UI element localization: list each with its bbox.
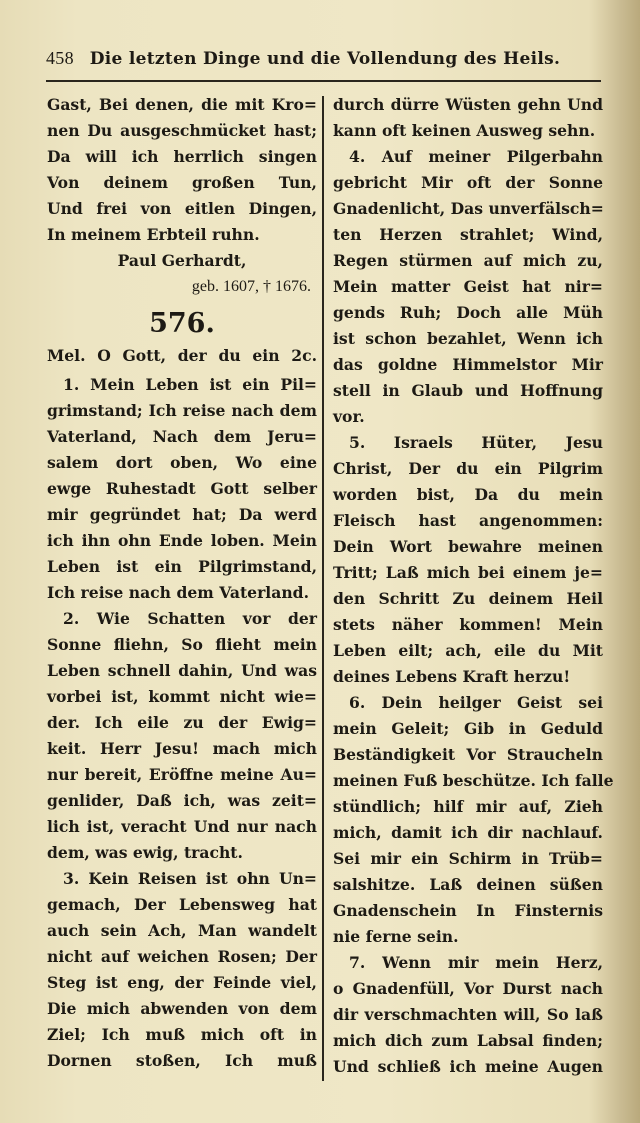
verse-start-line: 7. Wenn mir mein Herz, [349, 953, 603, 972]
text-line: stets näher kommen! Mein [333, 615, 603, 634]
text-line: vor. [333, 407, 365, 426]
text-line: salshitze. Laß deinen süßen [333, 875, 603, 894]
text-line: lich ist, veracht Und nur nach [47, 817, 317, 836]
hymn-number: 576. [149, 308, 215, 339]
author-dates: geb. 1607, † 1676. [191, 278, 311, 295]
text-line: das goldne Himmelstor Mir [333, 355, 603, 374]
text-line: In meinem Erbteil ruhn. [47, 225, 260, 244]
text-line: deines Lebens Kraft herzu! [333, 667, 571, 686]
text-line: Steg ist eng, der Feinde viel, [47, 973, 317, 992]
text-line: Vaterland, Nach dem Jeru= [47, 427, 317, 446]
author-attribution: Paul Gerhardt, [117, 251, 247, 270]
text-line: Beständigkeit Vor Straucheln [333, 745, 603, 764]
text-line: mich dich zum Labsal finden; [333, 1031, 603, 1050]
text-line: mir gegründet hat; Da werd [47, 505, 317, 524]
text-line: nicht auf weichen Rosen; Der [47, 947, 317, 966]
verse-start-line: 6. Dein heilger Geist sei [349, 693, 603, 712]
text-line: Von deinem großen Tun, [47, 173, 317, 192]
text-line: gebricht Mir oft der Sonne [333, 173, 603, 192]
text-line: der. Ich eile zu der Ewig= [47, 713, 317, 732]
text-line: Ziel; Ich muß mich oft in [47, 1025, 317, 1044]
text-line: kann oft keinen Ausweg sehn. [333, 121, 596, 140]
melody-line: Mel. O Gott, der du ein 2c. [47, 346, 317, 365]
text-line: Fleisch hast angenommen: [333, 511, 603, 530]
text-line: Und schließ ich meine Augen [333, 1057, 603, 1076]
running-header [46, 48, 606, 74]
text-line: nie ferne sein. [333, 927, 459, 946]
text-line: Sonne fliehn, So flieht mein [47, 635, 317, 654]
text-line: o Gnadenfüll, Vor Durst nach [333, 979, 603, 998]
text-line: Regen stürmen auf mich zu, [333, 251, 603, 270]
text-line: Leben eilt; ach, eile du Mit [333, 641, 603, 660]
text-line: salem dort oben, Wo eine [47, 453, 317, 472]
verse-start-line: 5. Israels Hüter, Jesu [349, 433, 603, 452]
text-line: Gnadenschein In Finsternis [333, 901, 603, 920]
text-line: durch dürre Wüsten gehn Und [333, 95, 603, 114]
running-title: Die letzten Dinge und die Vollendung des Heils. [89, 49, 561, 69]
text-line: worden bist, Da du mein [333, 485, 603, 504]
text-line: keit. Herr Jesu! mach mich [47, 739, 317, 758]
text-line: Gast, Bei denen, die mit Kro= [47, 95, 317, 114]
text-line: ich ihn ohn Ende loben. Mein [47, 531, 317, 550]
text-line: dem, was ewig, tracht. [47, 843, 243, 862]
text-line: den Schritt Zu deinem Heil [333, 589, 603, 608]
text-line: stündlich; hilf mir auf, Zieh [333, 797, 603, 816]
text-line: Sei mir ein Schirm in Trüb= [333, 849, 603, 868]
page-number: 458 [46, 48, 74, 68]
text-line: ist schon bezahlet, Wenn ich [333, 329, 603, 348]
text-line: dir verschmachten will, So laß [333, 1005, 603, 1024]
text-line: nur bereit, Eröffne meine Au= [47, 765, 317, 784]
text-line: Tritt; Laß mich bei einem je= [333, 563, 603, 582]
text-line: Ich reise nach dem Vaterland. [47, 583, 310, 602]
text-line: ten Herzen strahlet; Wind, [333, 225, 603, 244]
right-column [333, 92, 614, 1080]
text-line: Die mich abwenden von dem [47, 999, 317, 1018]
header-rule [46, 80, 601, 82]
verse-start-line: 1. Mein Leben ist ein Pil= [63, 375, 317, 394]
verse-start-line: 2. Wie Schatten vor der [63, 609, 317, 628]
text-line: auch sein Ach, Man wandelt [47, 921, 317, 940]
text-line: Und frei von eitlen Dingen, [47, 199, 317, 218]
text-line: Gnadenlicht, Das unverfälsch= [333, 199, 604, 218]
text-line: ewge Ruhestadt Gott selber [47, 479, 317, 498]
text-line: genlider, Daß ich, was zeit= [47, 791, 317, 810]
text-line: mein Geleit; Gib in Geduld [333, 719, 603, 738]
text-line: Dein Wort bewahre meinen [333, 537, 603, 556]
text-line: vorbei ist, kommt nicht wie= [47, 687, 317, 706]
text-line: Da will ich herrlich singen [47, 147, 317, 166]
text-line: stell in Glaub und Hoffnung [333, 381, 603, 400]
text-line: mich, damit ich dir nachlauf. [333, 823, 603, 842]
column-divider [322, 96, 324, 1081]
text-line: gends Ruh; Doch alle Müh [333, 303, 603, 322]
left-column [47, 92, 317, 1074]
text-line: Leben ist ein Pilgrimstand, [47, 557, 317, 576]
text-line: meinen Fuß beschütze. Ich falle [333, 771, 614, 790]
text-line: grimstand; Ich reise nach dem [47, 401, 317, 420]
text-line: nen Du ausgeschmücket hast; [47, 121, 317, 140]
verse-start-line: 4. Auf meiner Pilgerbahn [349, 147, 603, 166]
text-line: Mein matter Geist hat nir= [333, 277, 603, 296]
text-line: gemach, Der Lebensweg hat [47, 895, 317, 914]
text-line: Christ, Der du ein Pilgrim [333, 459, 603, 478]
text-line: Leben schnell dahin, Und was [47, 661, 317, 680]
text-line: Dornen stoßen, Ich muß [47, 1051, 317, 1070]
verse-start-line: 3. Kein Reisen ist ohn Un= [63, 869, 317, 888]
